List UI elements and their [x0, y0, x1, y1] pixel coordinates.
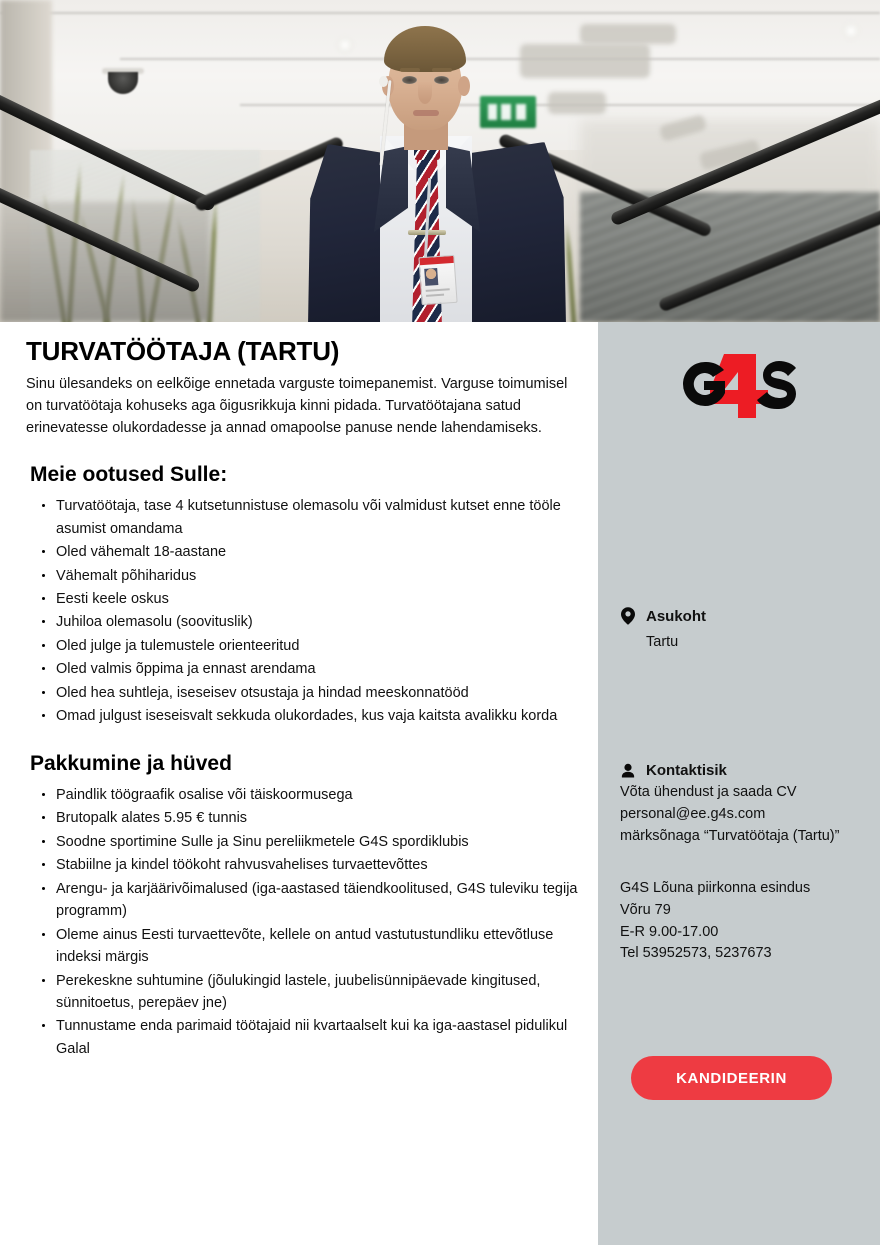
- security-guard-figure: [300, 18, 590, 322]
- list-item: Tunnustame enda parimaid töötajaid nii kvartaalselt kui ka iga-aastasel pidulikul Galal: [56, 1015, 578, 1060]
- phone-numbers[interactable]: Tel 53952573, 5237673: [620, 945, 772, 962]
- list-item: Oled vähemalt 18-aastane: [56, 541, 578, 563]
- earpiece-icon: [379, 76, 388, 87]
- eye-left: [402, 76, 417, 84]
- list-item: Oled valmis õppima ja ennast arendama: [56, 658, 578, 680]
- list-item: Brutopalk alates 5.95 € tunnis: [56, 807, 578, 829]
- list-item: Perekeskne suhtumine (jõulukingid lastele, juubelisünnipäevade kingitused, sünnitoetus, perepäev jne): [56, 970, 578, 1015]
- ear-right: [458, 76, 470, 96]
- sidebar: [598, 322, 880, 1245]
- list-item: Soodne sportimine Sulle ja Sinu pereliikmetele G4S spordiklubis: [56, 831, 578, 853]
- contact-label: Kontaktisik: [646, 761, 727, 779]
- contact-block: [620, 760, 866, 847]
- list-item: Oleme ainus Eesti turvaettevõte, kellele on antud vastutustundliku ettevõtluse indeksi märgis: [56, 924, 578, 969]
- page-title: TURVATÖÖTAJA (TARTU): [26, 336, 340, 366]
- location-value: Tartu: [646, 634, 679, 650]
- job-content: [0, 322, 598, 1061]
- requirements-list: [34, 495, 578, 728]
- job-intro: Sinu ülesandeks on eelkõige ennetada varguste toimepanemist. Varguse toimumisel on turvatöötaja kohuseks aga õigusrikkuja kinni pidada. Turvatöötajana satud erinevatesse olukordadesse ja annad omapoolse panuse nende lahendamiseks.: [26, 376, 568, 437]
- office-hours: E-R 9.00-17.00: [620, 923, 719, 940]
- eye-right: [434, 76, 449, 84]
- hair: [384, 26, 466, 72]
- contact-heading: [620, 760, 866, 780]
- list-item: Juhiloa olemasolu (soovituslik): [56, 611, 578, 633]
- badge-text-line: [426, 294, 444, 297]
- badge-text-line: [426, 288, 450, 292]
- address-line-1: G4S Lõuna piirkonna esindus: [620, 880, 811, 896]
- location-label: Asukoht: [646, 607, 706, 625]
- eyebrow-right: [432, 68, 452, 72]
- nose: [418, 82, 432, 104]
- contact-email[interactable]: personal@ee.g4s.com: [620, 805, 766, 822]
- person-icon: [620, 760, 636, 780]
- company-logo: [598, 346, 880, 429]
- eyebrow-left: [400, 68, 420, 72]
- apply-button[interactable]: KANDIDEERIN: [631, 1056, 832, 1100]
- location-block: [620, 606, 866, 654]
- contact-line-3: märksõnaga “Turvatöötaja (Tartu)”: [620, 827, 840, 844]
- list-item: Vähemalt põhiharidus: [56, 565, 578, 587]
- requirements-heading: Meie ootused Sulle:: [30, 463, 228, 487]
- mouth: [413, 110, 439, 116]
- ceiling-vent: [580, 24, 676, 44]
- list-item: Oled hea suhtleja, iseseisev otsustaja ja hindad meeskonnatööd: [56, 682, 578, 704]
- g4s-logo-icon: [664, 346, 814, 424]
- hero-photo: [0, 0, 880, 322]
- location-heading: [620, 606, 866, 626]
- list-item: Turvatöötaja, tase 4 kutsetunnistuse olemasolu või valmidust kutset enne tööle asumist omandama: [56, 495, 578, 540]
- map-pin-icon: [620, 606, 636, 626]
- escalator-left: [0, 202, 210, 322]
- list-item: Omad julgust iseseisvalt sekkuda olukordades, kus vaja kaitsta avalikku korda: [56, 705, 578, 727]
- list-item: Eesti keele oskus: [56, 588, 578, 610]
- list-item: Paindlik töögraafik osalise või täiskoormusega: [56, 784, 578, 806]
- contact-line-1: Võta ühendust ja saada CV: [620, 784, 797, 800]
- list-item: Stabiilne ja kindel töökoht rahvusvahelises turvaettevõttes: [56, 854, 578, 876]
- ceiling-light: [842, 22, 860, 40]
- benefits-heading: Pakkumine ja hüved: [30, 751, 232, 775]
- office-address: [620, 878, 866, 965]
- list-item: Arengu- ja karjäärivõimalused (iga-aastased täiendkoolitused, G4S tuleviku tegija programm): [56, 878, 578, 923]
- id-badge: [418, 255, 457, 305]
- ceiling-line: [0, 12, 880, 14]
- address-line-2: Võru 79: [620, 901, 671, 918]
- badge-strip: [419, 256, 453, 265]
- list-item: Oled julge ja tulemustele orienteeritud: [56, 635, 578, 657]
- benefits-list: [34, 784, 578, 1061]
- badge-photo: [424, 268, 438, 286]
